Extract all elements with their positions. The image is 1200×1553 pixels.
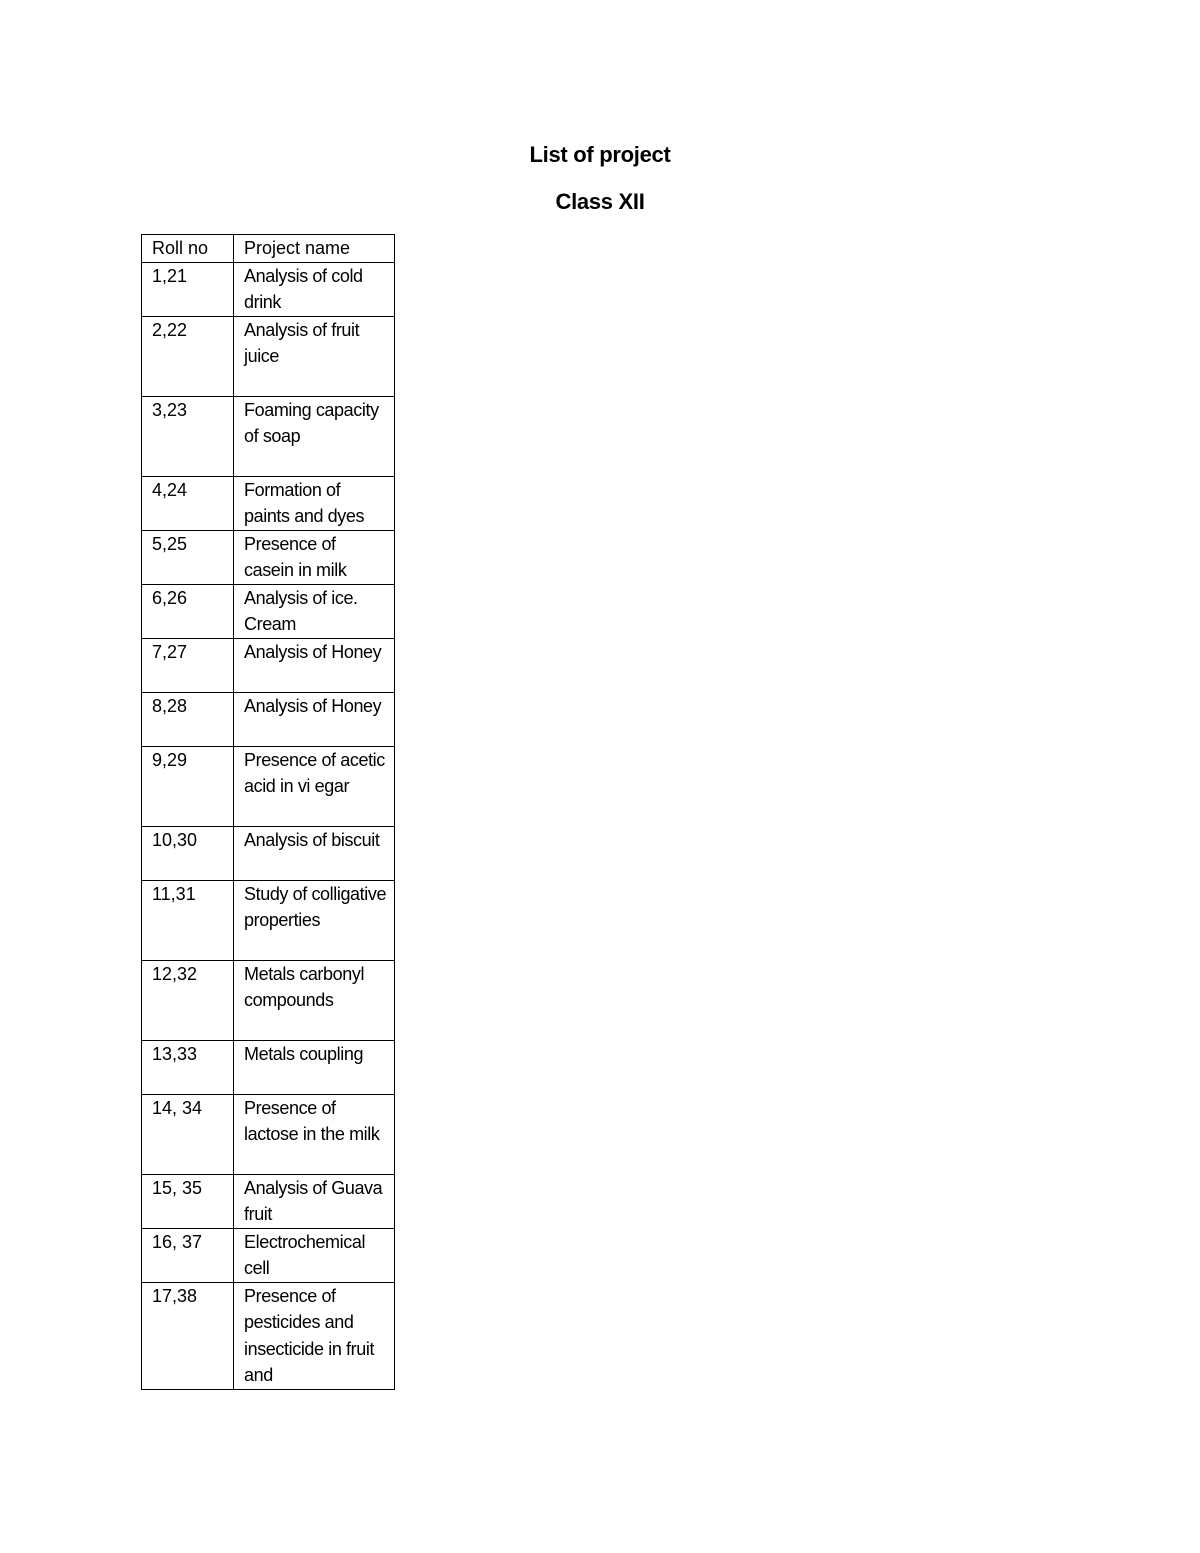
roll-no-cell: 6,26: [142, 584, 234, 638]
table-row: [142, 746, 395, 826]
roll-no-cell: 16, 37: [142, 1228, 234, 1282]
project-name-cell: Analysis of biscuit: [234, 826, 395, 880]
roll-no-cell: 1,21: [142, 262, 234, 316]
table-row: [142, 1094, 395, 1174]
column-header-project-name: Project name: [234, 235, 395, 263]
table-row: [142, 692, 395, 746]
project-name-cell: Presence of lactose in the milk: [234, 1094, 395, 1174]
project-name-cell: Analysis of Honey: [234, 638, 395, 692]
column-header-roll-no: Roll no: [142, 235, 234, 263]
table-row: [142, 960, 395, 1040]
roll-no-cell: 12,32: [142, 960, 234, 1040]
roll-no-cell: 13,33: [142, 1040, 234, 1094]
roll-no-cell: 8,28: [142, 692, 234, 746]
project-name-cell: Presence of acetic acid in vi egar: [234, 746, 395, 826]
table-row: [142, 476, 395, 530]
roll-no-cell: 14, 34: [142, 1094, 234, 1174]
roll-no-cell: 7,27: [142, 638, 234, 692]
table-row: [142, 584, 395, 638]
project-name-cell: Metals coupling: [234, 1040, 395, 1094]
table-row: [142, 316, 395, 396]
project-name-cell: Foaming capacity of soap: [234, 396, 395, 476]
roll-no-cell: 15, 35: [142, 1174, 234, 1228]
table-row: [142, 262, 395, 316]
page-title: List of project: [529, 142, 671, 167]
project-name-cell: Analysis of ice. Cream: [234, 584, 395, 638]
roll-no-cell: 5,25: [142, 530, 234, 584]
table-header-row: [142, 235, 395, 263]
project-name-cell: Metals carbonyl compounds: [234, 960, 395, 1040]
project-name-cell: Formation of paints and dyes: [234, 476, 395, 530]
table-row: [142, 880, 395, 960]
table-row: [142, 826, 395, 880]
project-name-cell: Analysis of cold drink: [234, 262, 395, 316]
project-name-cell: Presence of pesticides and insecticide in fruit and: [234, 1282, 395, 1389]
project-name-cell: Analysis of fruit juice: [234, 316, 395, 396]
table-row: [142, 396, 395, 476]
project-table: [141, 234, 395, 1390]
table-row: [142, 638, 395, 692]
project-name-cell: Analysis of Honey: [234, 692, 395, 746]
table-row: [142, 1040, 395, 1094]
roll-no-cell: 2,22: [142, 316, 234, 396]
table-row: [142, 530, 395, 584]
page-subtitle: Class XII: [555, 189, 645, 214]
project-name-cell: Electrochemical cell: [234, 1228, 395, 1282]
table-row: [142, 1174, 395, 1228]
roll-no-cell: 10,30: [142, 826, 234, 880]
roll-no-cell: 17,38: [142, 1282, 234, 1389]
project-name-cell: Analysis of Guava fruit: [234, 1174, 395, 1228]
roll-no-cell: 11,31: [142, 880, 234, 960]
table-row: [142, 1228, 395, 1282]
table-row: [142, 1282, 395, 1389]
project-name-cell: Study of colligative properties: [234, 880, 395, 960]
roll-no-cell: 4,24: [142, 476, 234, 530]
roll-no-cell: 9,29: [142, 746, 234, 826]
project-name-cell: Presence of casein in milk: [234, 530, 395, 584]
roll-no-cell: 3,23: [142, 396, 234, 476]
